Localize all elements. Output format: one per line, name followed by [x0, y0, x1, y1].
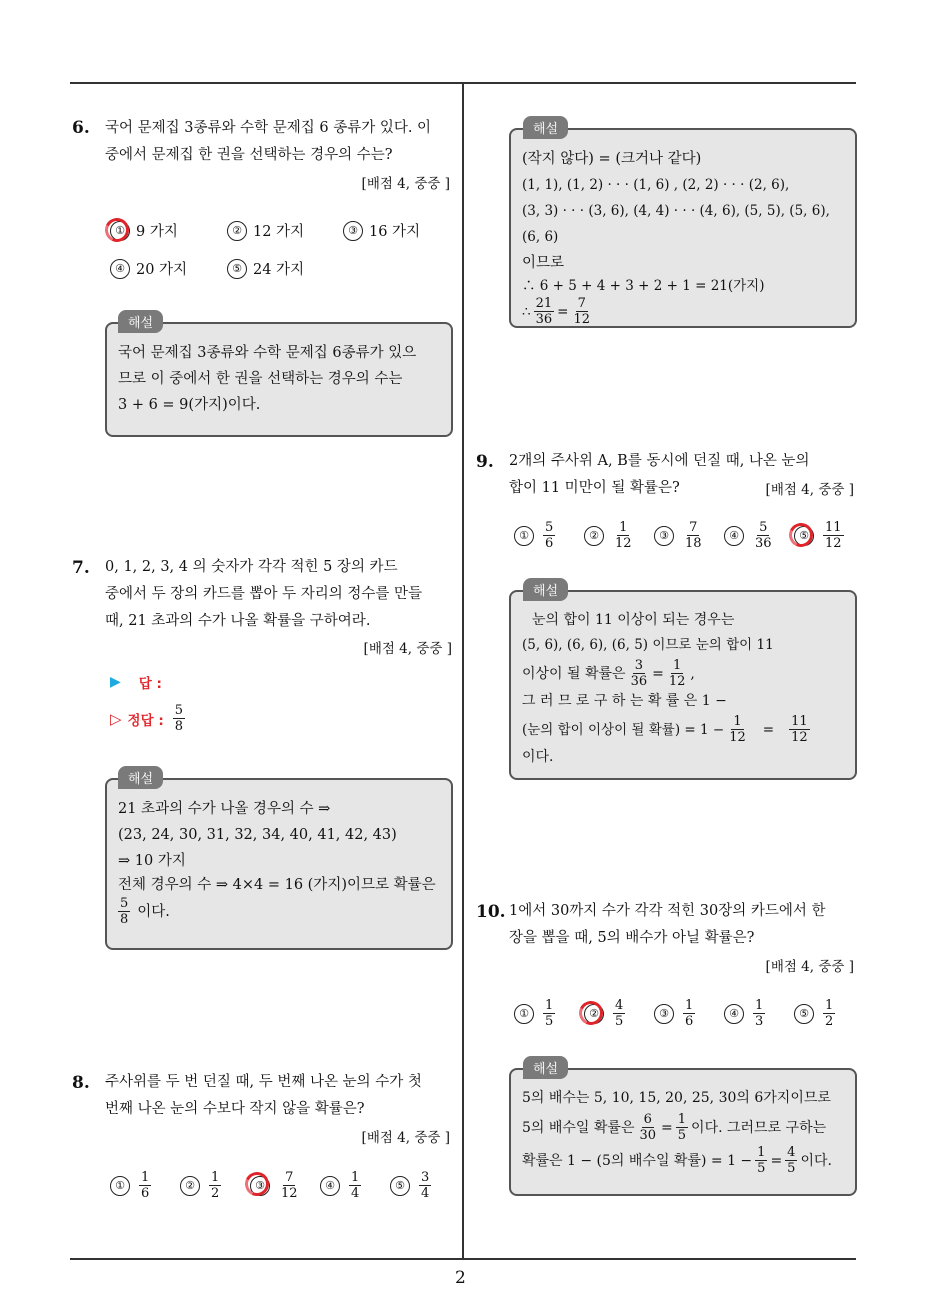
- numerator: 4: [615, 998, 624, 1013]
- numerator: 1: [677, 1112, 687, 1127]
- explain-line: (1, 1), (1, 2) · · · (1, 6) , (2, 2) · · · (2, 6),: [522, 177, 790, 193]
- q7-line2: 중에서 두 장의 카드를 뽑아 두 자리의 정수를 만들: [105, 586, 423, 602]
- numerator: 21: [535, 296, 553, 311]
- explain-fraction: [118, 896, 130, 927]
- choice-fraction: [753, 520, 774, 551]
- equals-sign: =: [652, 665, 664, 682]
- q10-score: [배점 4, 중중 ]: [765, 959, 854, 975]
- denominator: 18: [685, 536, 702, 551]
- explain-line: 전체 경우의 수 ⇒ 4×4 = 16 (가지)이므로 확률은: [118, 877, 436, 893]
- denominator: 6: [141, 1186, 150, 1201]
- q9-choice-3[interactable]: [654, 520, 707, 551]
- choice-mark: ④: [110, 259, 130, 279]
- choice-fraction: [823, 998, 835, 1029]
- explain-fraction: [676, 1112, 688, 1143]
- q8-line1: 주사위를 두 번 던질 때, 두 번째 나온 눈의 수가 첫: [105, 1074, 422, 1090]
- choice-mark: ⑤: [794, 526, 814, 546]
- denominator: 4: [351, 1186, 360, 1201]
- numerator: 6: [643, 1112, 652, 1127]
- q10-explanation: [522, 1086, 852, 1176]
- numerator: 7: [689, 520, 698, 535]
- q6-number: 6.: [72, 118, 90, 138]
- numerator: 7: [577, 296, 586, 311]
- equals-sign: =: [770, 1152, 783, 1169]
- denominator: 6: [545, 536, 554, 551]
- q8-choice-1[interactable]: [110, 1170, 154, 1201]
- q9-choice-4[interactable]: [724, 520, 777, 551]
- numerator: 1: [757, 1145, 766, 1160]
- q8-choice-2[interactable]: [180, 1170, 224, 1201]
- q7-line3: 때, 21 초과의 수가 나올 확률을 구하여라.: [105, 613, 371, 629]
- explain-line: [522, 1112, 852, 1143]
- choice-fraction: [823, 520, 844, 551]
- q8-score: [배점 4, 중중 ]: [361, 1130, 450, 1146]
- explanation-tag: 해설: [523, 116, 568, 139]
- numerator: 5: [174, 703, 184, 718]
- q10-number: 10.: [476, 902, 506, 922]
- numerator: 1: [685, 998, 694, 1013]
- denominator: 4: [421, 1186, 430, 1201]
- numerator: 5: [759, 520, 768, 535]
- correct-label: 정답 :: [127, 712, 164, 729]
- q10-choice-5[interactable]: [794, 998, 838, 1029]
- explain-line: 5의 배수는 5, 10, 15, 20, 25, 30의 6가지이므로: [522, 1090, 831, 1106]
- choice-mark: ④: [724, 526, 744, 546]
- choice-fraction: [279, 1170, 300, 1201]
- explain-text: 이상이 될 확률은: [522, 665, 626, 682]
- numerator: 1: [545, 998, 554, 1013]
- q6-choice-3[interactable]: [343, 220, 420, 241]
- explain-fraction: [534, 296, 555, 327]
- explain-text: (눈의 합이 이상이 될 확률) = 1 −: [522, 721, 725, 738]
- denominator: 12: [573, 312, 590, 327]
- choice-mark: ②: [584, 526, 604, 546]
- explain-text: 확률은 1 − (5의 배수일 확률) = 1 −: [522, 1152, 753, 1169]
- q9-choice-2[interactable]: [584, 520, 637, 551]
- choice-fraction: [683, 520, 704, 551]
- q8-line2: 번째 나온 눈의 수보다 작지 않을 확률은?: [105, 1101, 365, 1117]
- q10-question: [509, 898, 854, 952]
- explain-fraction: [785, 1145, 797, 1176]
- numerator: 1: [733, 714, 742, 729]
- q7-score: [배점 4, 중중 ]: [363, 641, 452, 657]
- choice-text: 16 가지: [369, 224, 421, 240]
- numerator: 3: [421, 1170, 430, 1185]
- explanation-tag: 해설: [118, 766, 163, 789]
- explain-fraction: [789, 714, 810, 745]
- q7-number: 7.: [72, 558, 90, 578]
- denominator: 12: [668, 674, 686, 689]
- explanation-tag: 해설: [523, 578, 568, 601]
- explain-line: (작지 않다) = (크거나 같다): [522, 151, 702, 167]
- denominator: 12: [281, 1186, 298, 1201]
- denominator: 5: [615, 1014, 624, 1029]
- choice-fraction: [209, 1170, 221, 1201]
- choice-fraction: [543, 520, 555, 551]
- q6-choice-2[interactable]: [227, 220, 304, 241]
- choice-mark: ①: [514, 526, 534, 546]
- therefore-symbol: ∴: [522, 303, 531, 320]
- explain-text: 이다. 그러므로 구하는: [691, 1119, 827, 1136]
- choice-mark: ①: [514, 1004, 534, 1024]
- equals-sign: =: [557, 303, 569, 320]
- choice-text: 12 가지: [253, 224, 305, 240]
- q10-line1: 1에서 30까지 수가 각각 적힌 30장의 카드에서 한: [509, 903, 826, 919]
- bottom-rule: [70, 1258, 856, 1260]
- explain-fraction: [727, 714, 748, 745]
- choice-fraction: [349, 1170, 361, 1201]
- numerator: 11: [825, 520, 842, 535]
- choice-text: 20 가지: [136, 262, 188, 278]
- choice-mark: ②: [584, 1004, 604, 1024]
- explanation-tag: 해설: [118, 310, 163, 333]
- choice-text: 9 가지: [136, 224, 178, 240]
- q6-question: [105, 115, 455, 169]
- explain-line: 3 + 6 = 9(가지)이다.: [118, 397, 261, 413]
- denominator: 30: [639, 1128, 657, 1143]
- explain-fraction: [667, 658, 688, 689]
- explanation-tag: 해설: [523, 1056, 568, 1079]
- denominator: 2: [211, 1186, 220, 1201]
- choice-fraction: [139, 1170, 151, 1201]
- choice-mark: ④: [724, 1004, 744, 1024]
- choice-mark: ④: [320, 1176, 340, 1196]
- explain-text: 5의 배수일 확률은: [522, 1119, 635, 1136]
- column-divider: [462, 82, 464, 1260]
- numerator: 5: [120, 896, 129, 911]
- numerator: 5: [545, 520, 554, 535]
- q7-correct-row: [110, 703, 188, 734]
- choice-mark: ③: [250, 1176, 270, 1196]
- q9-number: 9.: [476, 452, 494, 472]
- outline-triangle-icon: ▷: [110, 709, 122, 728]
- q6-choice-5[interactable]: [227, 258, 304, 279]
- play-triangle-icon: ▶: [110, 674, 121, 690]
- choice-mark: ③: [343, 221, 363, 241]
- choice-mark: ⑤: [227, 259, 247, 279]
- q9-line1: 2개의 주사위 A, B를 동시에 던질 때, 나온 눈의: [509, 453, 810, 469]
- equals-sign: =: [762, 721, 775, 738]
- q10-choice-3[interactable]: [654, 998, 698, 1029]
- q8-choice-5[interactable]: [390, 1170, 434, 1201]
- denominator: 8: [120, 912, 129, 927]
- q6-line1: 국어 문제집 3종류와 수학 문제집 6 종류가 있다. 이: [105, 120, 432, 136]
- explain-line: [522, 714, 847, 745]
- explain-line: [522, 296, 852, 327]
- q6-choice-4[interactable]: [110, 258, 187, 279]
- choice-mark: ①: [110, 221, 130, 241]
- explain-line: 이다.: [522, 749, 554, 765]
- correct-fraction: [173, 703, 185, 734]
- denominator: 5: [677, 1128, 687, 1143]
- choice-mark: ⑤: [390, 1176, 410, 1196]
- denominator: 6: [685, 1014, 694, 1029]
- choice-mark: ②: [227, 221, 247, 241]
- numerator: 3: [634, 658, 643, 673]
- denominator: 12: [825, 536, 842, 551]
- explain-fraction: [637, 1112, 658, 1143]
- choice-fraction: [543, 998, 555, 1029]
- q8-question: [105, 1069, 455, 1123]
- choice-fraction: [419, 1170, 431, 1201]
- q6-score: [배점 4, 중중 ]: [361, 176, 450, 192]
- choice-mark: ②: [180, 1176, 200, 1196]
- denominator: 3: [755, 1014, 764, 1029]
- explain-fraction: [755, 1145, 767, 1176]
- explain-line: 눈의 합이 11 이상이 되는 경우는: [532, 612, 735, 628]
- equals-sign: =: [661, 1119, 673, 1136]
- explain-line: 국어 문제집 3종류와 수학 문제집 6종류가 있으: [118, 345, 417, 361]
- choice-mark: ①: [110, 1176, 130, 1196]
- explain-line: [522, 1145, 852, 1176]
- q7-answer-row[interactable]: [110, 672, 162, 692]
- q9-explanation: [522, 608, 847, 770]
- choice-fraction: [613, 520, 634, 551]
- numerator: 4: [787, 1145, 796, 1160]
- choice-fraction: [613, 998, 625, 1029]
- explain-text: 이다.: [800, 1152, 832, 1169]
- numerator: 7: [285, 1170, 294, 1185]
- q7-line1: 0, 1, 2, 3, 4 의 숫자가 각각 적힌 5 장의 카드: [105, 559, 398, 575]
- denominator: 12: [791, 730, 808, 745]
- numerator: 1: [351, 1170, 360, 1185]
- explain-line: ⇒ 10 가지: [118, 853, 186, 869]
- q8-number: 8.: [72, 1073, 90, 1093]
- choice-mark: ⑤: [794, 1004, 814, 1024]
- choice-mark: ③: [654, 526, 674, 546]
- numerator: 1: [141, 1170, 150, 1185]
- choice-mark: ③: [654, 1004, 674, 1024]
- explain-line: ∴ 6 + 5 + 4 + 3 + 2 + 1 = 21(가지): [522, 278, 765, 294]
- numerator: 1: [672, 658, 682, 673]
- numerator: 1: [825, 998, 834, 1013]
- explain-line: 이므로: [522, 255, 565, 271]
- explain-line: [118, 896, 448, 927]
- explain-tail: 이다.: [137, 903, 170, 920]
- explain-line: 므로 이 중에서 한 권을 선택하는 경우의 수는: [118, 371, 403, 387]
- q9-score: [배점 4, 중중 ]: [765, 482, 854, 498]
- explain-fraction: [571, 296, 592, 327]
- q8-explanation: [522, 146, 852, 327]
- explain-line: (5, 6), (6, 6), (6, 5) 이므로 눈의 합이 11: [522, 637, 774, 653]
- q9-line2: 합이 11 미만이 될 확률은?: [509, 480, 680, 496]
- q7-question: [105, 554, 455, 635]
- answer-label: 답 :: [138, 676, 162, 692]
- choice-fraction: [683, 998, 695, 1029]
- denominator: 8: [174, 719, 184, 734]
- q9-choice-1[interactable]: [514, 520, 558, 551]
- numerator: 1: [619, 520, 628, 535]
- choice-fraction: [753, 998, 765, 1029]
- denominator: 36: [535, 312, 553, 327]
- q7-explanation: [118, 796, 448, 927]
- denominator: 12: [729, 730, 746, 745]
- q6-explanation: [118, 340, 448, 418]
- q6-line2: 중에서 문제집 한 권을 선택하는 경우의 수는?: [105, 147, 393, 163]
- denominator: 36: [755, 536, 772, 551]
- choice-text: 24 가지: [253, 262, 305, 278]
- q10-line2: 장을 뽑을 때, 5의 배수가 아닐 확률은?: [509, 930, 755, 946]
- q10-choice-1[interactable]: [514, 998, 558, 1029]
- denominator: 36: [630, 674, 648, 689]
- comma: ,: [690, 665, 695, 682]
- explain-line: (23, 24, 30, 31, 32, 34, 40, 41, 42, 43): [118, 827, 397, 843]
- numerator: 1: [755, 998, 764, 1013]
- q8-choice-4[interactable]: [320, 1170, 364, 1201]
- numerator: 11: [791, 714, 808, 729]
- denominator: 5: [787, 1161, 796, 1176]
- explain-line: [522, 658, 847, 689]
- denominator: 12: [615, 536, 632, 551]
- page-number: 2: [455, 1268, 466, 1288]
- explain-fraction: [629, 658, 650, 689]
- numerator: 1: [211, 1170, 220, 1185]
- explain-line: (3, 3) · · · (3, 6), (4, 4) · · · (4, 6), (5, 5), (5, 6), (6, 6): [522, 203, 830, 245]
- denominator: 5: [757, 1161, 766, 1176]
- explain-line: 21 초과의 수가 나올 경우의 수 ⇒: [118, 801, 331, 817]
- explain-line: 그 러 므 로 구 하 는 확 률 은 1 −: [522, 693, 727, 709]
- q10-choice-4[interactable]: [724, 998, 768, 1029]
- denominator: 5: [545, 1014, 554, 1029]
- denominator: 2: [825, 1014, 834, 1029]
